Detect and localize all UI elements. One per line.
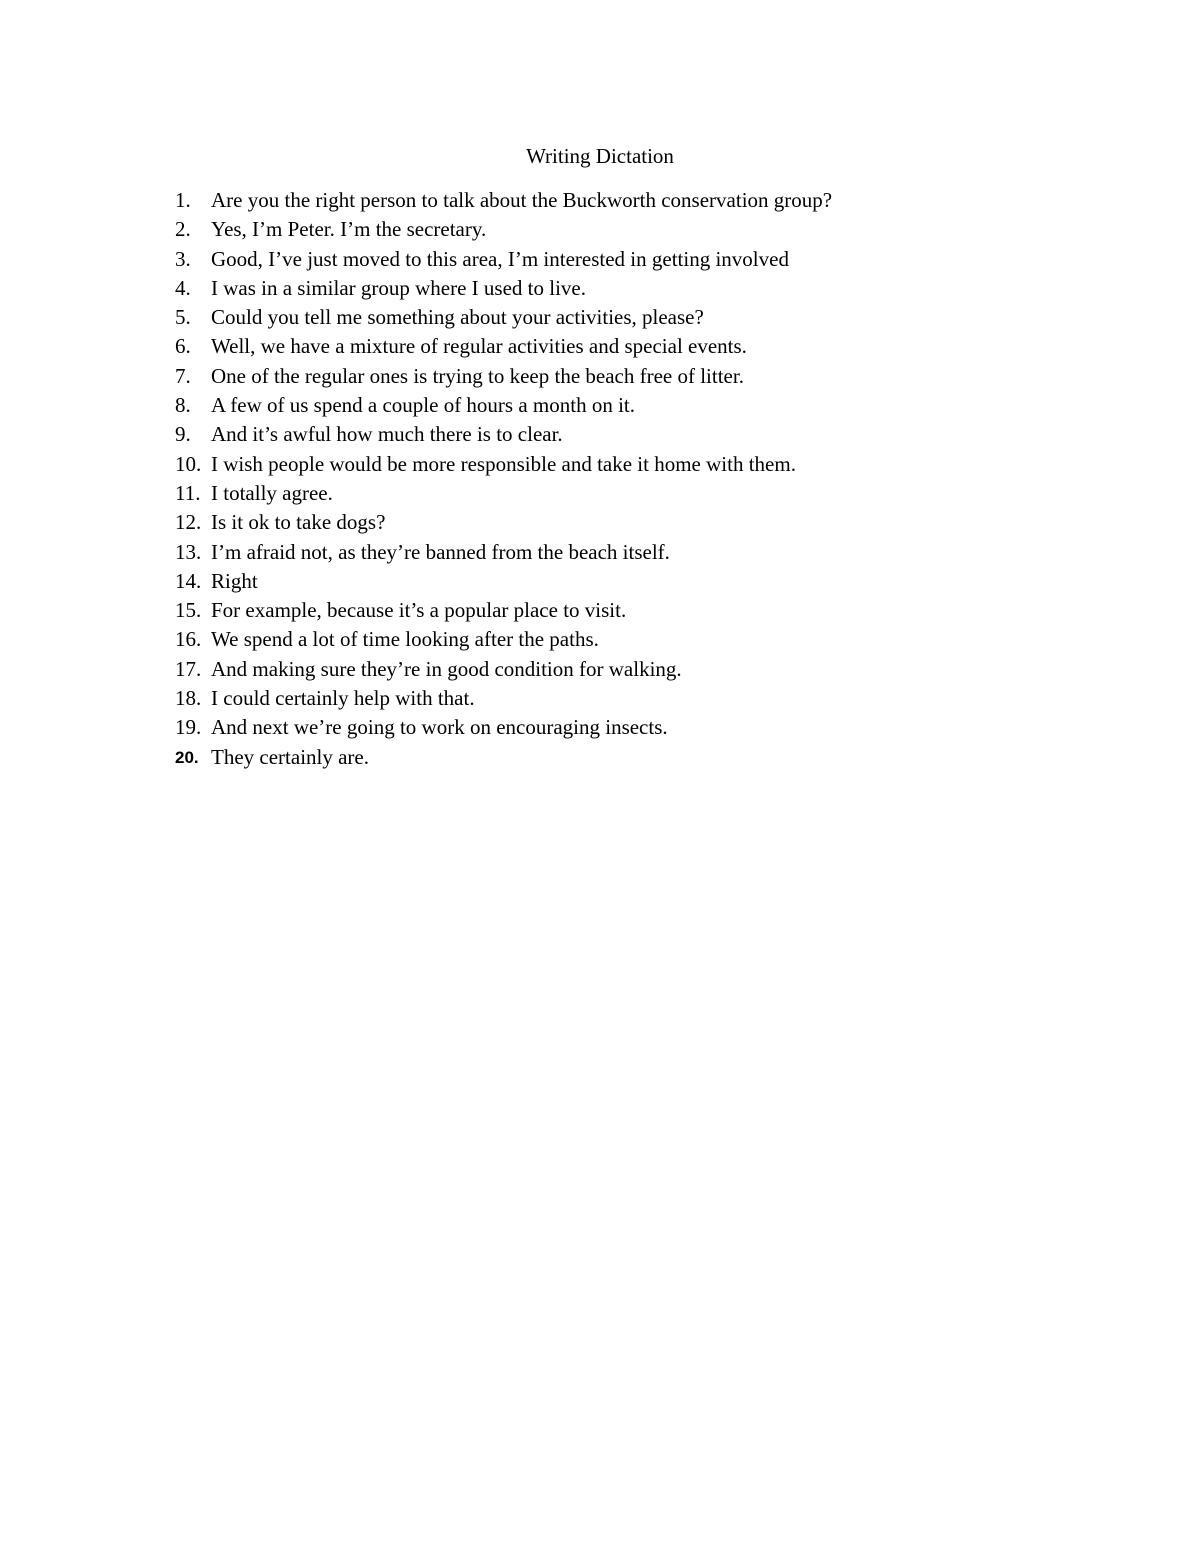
item-text: A few of us spend a couple of hours a month on it. xyxy=(211,393,636,418)
list-item xyxy=(175,420,1075,449)
item-text: We spend a lot of time looking after the paths. xyxy=(211,627,599,652)
item-text: One of the regular ones is trying to keep the beach free of litter. xyxy=(211,363,744,388)
item-text: Is it ok to take dogs? xyxy=(211,510,386,535)
list-item xyxy=(175,508,1075,537)
item-text: Right xyxy=(211,568,258,593)
item-number: 6. xyxy=(175,334,191,359)
list-item xyxy=(175,713,1075,742)
list-item xyxy=(175,186,1075,215)
item-text: I was in a similar group where I used to live. xyxy=(211,275,586,300)
list-item xyxy=(175,215,1075,244)
item-number: 17. xyxy=(175,656,202,681)
item-number: 11. xyxy=(175,480,201,505)
item-number: 19. xyxy=(175,715,202,740)
list-item xyxy=(175,655,1075,684)
item-text: Good, I’ve just moved to this area, I’m interested in getting involved xyxy=(211,246,789,271)
item-number: 5. xyxy=(175,305,191,330)
list-item xyxy=(175,567,1075,596)
item-text: And next we’re going to work on encouraging insects. xyxy=(211,715,668,740)
item-text: Well, we have a mixture of regular activities and special events. xyxy=(211,334,747,359)
document-title: Writing Dictation xyxy=(526,144,674,168)
item-text: I wish people would be more responsible and take it home with them. xyxy=(211,451,796,476)
list-item xyxy=(175,538,1075,567)
item-number: 18. xyxy=(175,686,202,711)
item-number: 10. xyxy=(175,451,202,476)
item-number: 13. xyxy=(175,539,202,564)
item-number: 7. xyxy=(175,363,191,388)
item-number: 9. xyxy=(175,422,191,447)
item-number: 2. xyxy=(175,217,191,242)
item-number: 12. xyxy=(175,510,202,535)
item-text: And it’s awful how much there is to clear. xyxy=(211,422,563,447)
item-number: 4. xyxy=(175,275,191,300)
item-number: 16. xyxy=(175,627,202,652)
list-item xyxy=(175,450,1075,479)
item-text: I totally agree. xyxy=(211,480,333,505)
list-item xyxy=(175,245,1075,274)
list-item xyxy=(175,479,1075,508)
item-number: 15. xyxy=(175,598,202,623)
item-number: 1. xyxy=(175,188,191,212)
item-text: And making sure they’re in good condition for walking. xyxy=(211,656,682,681)
item-text: They certainly are. xyxy=(211,744,369,769)
list-item xyxy=(175,596,1075,625)
item-text: Are you the right person to talk about the Buckworth conservation group? xyxy=(211,188,833,212)
list-item xyxy=(175,391,1075,420)
item-number: 14. xyxy=(175,568,202,593)
item-text: Yes, I’m Peter. I’m the secretary. xyxy=(211,217,487,242)
item-text: I’m afraid not, as they’re banned from the beach itself. xyxy=(211,539,670,564)
item-number: 8. xyxy=(175,393,191,418)
list-item xyxy=(175,332,1075,361)
list-item xyxy=(175,274,1075,303)
item-text: For example, because it’s a popular place to visit. xyxy=(211,598,627,623)
list-item xyxy=(175,684,1075,713)
dictation-list xyxy=(175,186,1075,772)
list-item xyxy=(175,625,1075,654)
list-item xyxy=(175,303,1075,332)
list-item xyxy=(175,743,1075,772)
list-item xyxy=(175,362,1075,391)
item-number: 20. xyxy=(175,747,199,767)
item-text: I could certainly help with that. xyxy=(211,686,475,711)
item-number: 3. xyxy=(175,246,191,271)
item-text: Could you tell me something about your activities, please? xyxy=(211,305,704,330)
